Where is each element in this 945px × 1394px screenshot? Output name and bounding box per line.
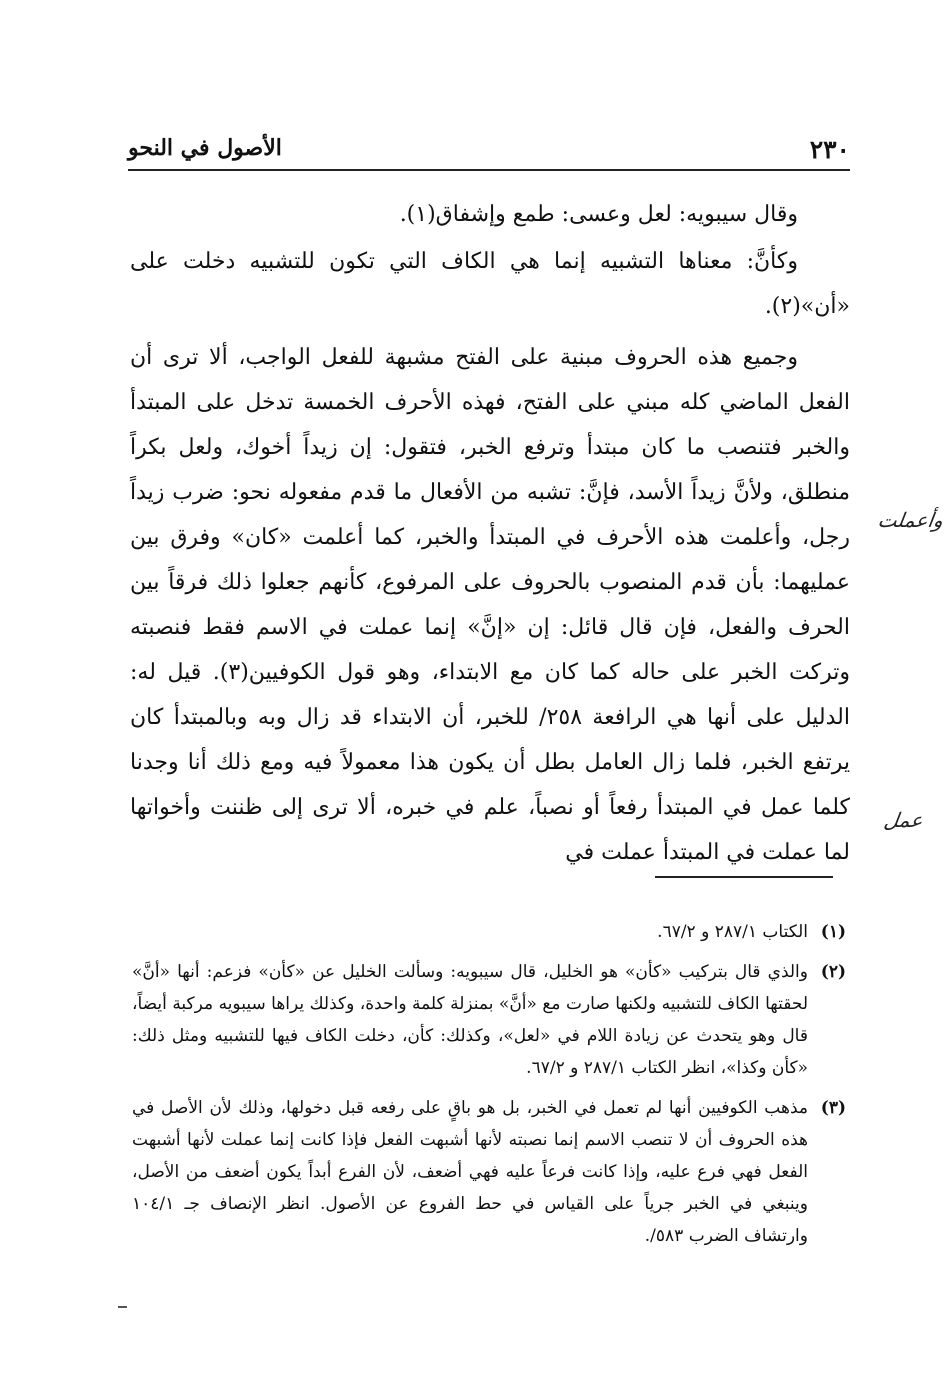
footnote-separator	[655, 876, 833, 878]
footnotes	[132, 916, 846, 1260]
page-number: ٢٣٠	[809, 135, 850, 164]
paragraph-sibawayh: وقال سيبويه: لعل وعسى: طمع وإشفاق(١).	[399, 202, 798, 227]
footnote	[132, 1092, 846, 1252]
footnote-text: الكتاب ٢٨٧/١ و ٦٧/٢.	[657, 922, 808, 942]
footnote-text: والذي قال بتركيب «كأن» هو الخليل، قال سيبويه: وسألت الخليل عن «كأن» فزعم: أنها «أنَّ» لحقتها الكاف للتشبيه ولكنها صارت مع «أنَّ» بمنزلة كلمة واحدة، وكذلك يراها سيبويه مركبة أيضاً، قال وهو يتحدث عن زيادة اللام في «لعل»، وكذلك: كأن، دخلت الكاف فيها للتشبيه ومثل ذلك: «كأن وكذا»، انظر الكتاب ٢٨٧/١ و ٦٧/٢.	[132, 962, 808, 1078]
running-title: الأصول في النحو	[128, 135, 282, 161]
footnote-text: مذهب الكوفيين أنها لم تعمل في الخبر، بل هو باقٍ على رفعه قبل دخولها، وذلك لأن الأصل في هذه الحروف أن لا تنصب الاسم إنما نصبته لأنها أشبهت الفعل فإذا كانت إنما عملت لأنها أشبهت الفعل فهي فرع عليه، وإذا كانت فرعاً عليه فهي أضعف، لأن الفرع أبداً يكون أضعف من الأصل، وينبغي في الخبر جرياً على القياس في حط الفروع عن الأصول. انظر الإنصاف جـ ١٠٤/١ وارتشاف الضرب ٥٨٣/.	[132, 1098, 808, 1246]
paragraph-kaanna: وكأنَّ: معناها التشبيه إنما هي الكاف التي تكون للتشبيه دخلت على «أن»(٢).	[130, 249, 850, 319]
footnote	[132, 956, 846, 1084]
footnote-number: (٣)	[820, 1098, 846, 1118]
footnote	[132, 916, 846, 948]
footnote-number: (١)	[820, 922, 846, 942]
main-text	[130, 192, 850, 875]
handwritten-margin-note: عمل	[882, 808, 925, 832]
paragraph-inna-sisters: وجميع هذه الحروف مبنية على الفتح مشبهة للفعل الواجب، ألا ترى أن الفعل الماضي كله مبني على الفتح، فهذه الأحرف الخمسة تدخل على المبتدأ والخبر فتنصب ما كان مبتدأ وترفع الخبر، فتقول: إن زيداً أخوك، ولعل بكراً منطلق، ولأنَّ زيداً الأسد، فإنَّ: تشبه من الأفعال ما قدم مفعوله نحو: ضرب زيداً رجل، وأعلمت هذه الأحرف في المبتدأ والخبر، كما أعلمت «كان» وفرق بين عمليهما: بأن قدم المنصوب بالحروف على المرفوع، كأنهم جعلوا ذلك فرقاً بين الحرف والفعل، فإن قال قائل: إن «إنَّ» إنما عملت في الاسم فقط فنصبته وتركت الخبر على حاله كما كان مع الابتداء، وهو قول الكوفيين(٣). قيل له: الدليل على أنها هي الرافعة ٢٥٨/ للخبر، أن الابتداء قد زال وبه وبالمبتدأ كان يرتفع الخبر، فلما زال العامل بطل أن يكون هذا معمولاً فيه ومع ذلك أنا وجدنا كلما عمل في المبتدأ رفعاً أو نصباً، علم في خبره، ألا ترى إلى ظننت وأخواتها لما عملت في المبتدأ عملت في	[130, 345, 850, 865]
scan-mark	[118, 1306, 127, 1308]
page-header	[128, 135, 850, 171]
footnote-number: (٢)	[820, 962, 846, 982]
handwritten-margin-note: وأعملت	[876, 508, 945, 532]
